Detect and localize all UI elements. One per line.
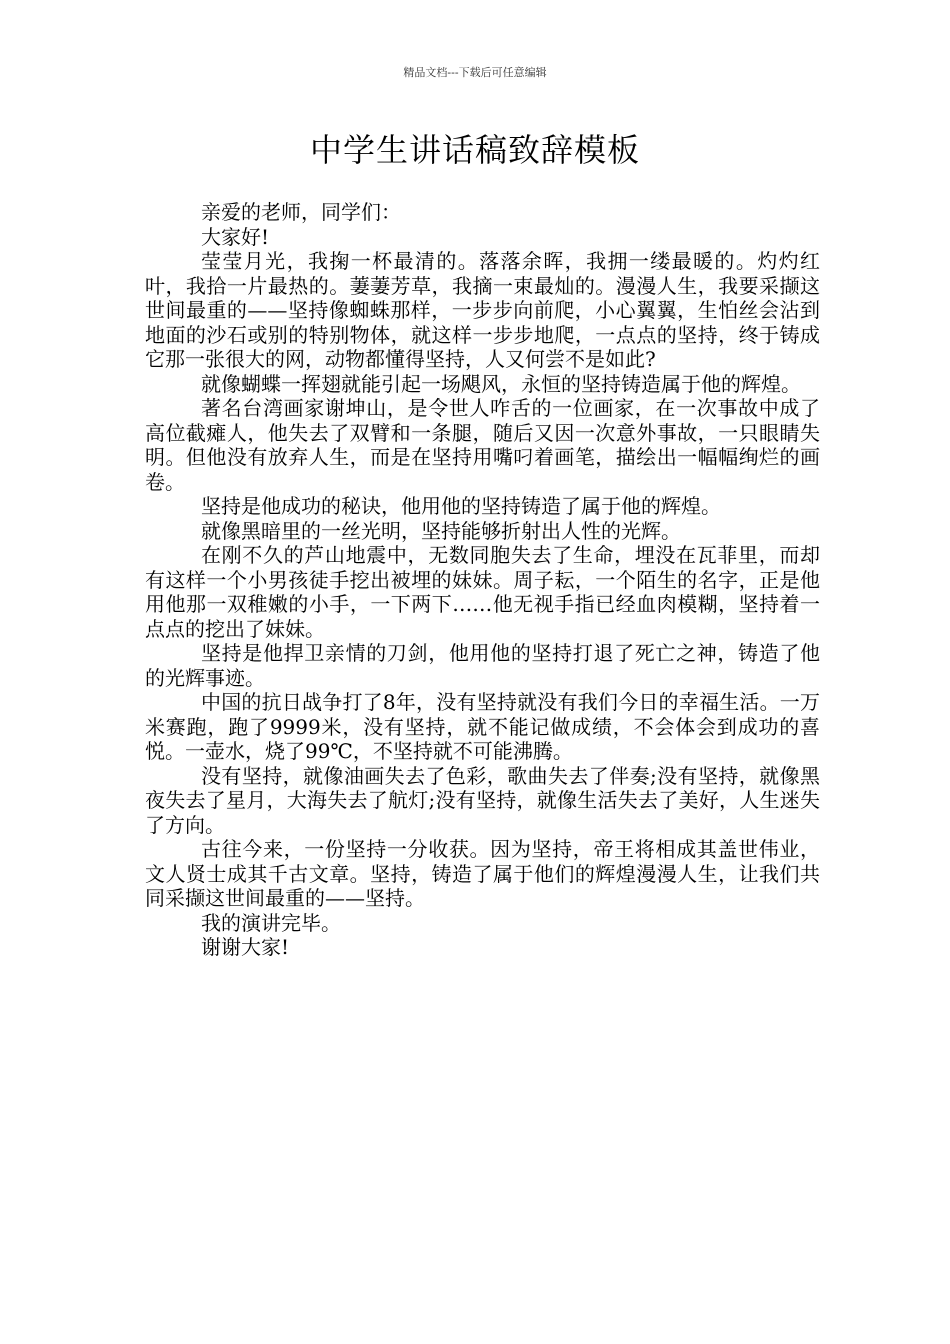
closing-line: 我的演讲完毕。: [201, 910, 341, 935]
body-paragraph: 著名台湾画家谢坤山，是令世人咋舌的一位画家，在一次事故中成了高位截瘫人，他失去了双臂和一条腿，随后又因一次意外事故，一只眼睛失明。但他没有放弃人生，而是在坚持用嘴叼着画笔，描绘出一幅幅绚烂的画卷。: [145, 396, 820, 494]
page-title: 中学生讲话稿致辞模板: [309, 131, 640, 169]
header-note: 精品文档---下载后可任意编辑: [403, 66, 547, 79]
salutation: 亲爱的老师，同学们：: [201, 200, 401, 224]
body-paragraph: 在刚不久的芦山地震中，无数同胞失去了生命，埋没在瓦菲里，而却有这样一个小男孩徒手挖出被埋的妹妹。周子耘，一个陌生的名字，正是他用他那一双稚嫩的小手，一下两下……他无视手指已经血肉模糊，坚持着一点点的挖出了妹妹。: [145, 543, 820, 641]
greeting: 大家好!: [201, 224, 270, 249]
body-paragraph: 莹莹月光，我掬一杯最清的。落落余晖，我拥一缕最暖的。灼灼红叶，我拾一片最热的。萋萋芳草，我摘一束最灿的。漫漫人生，我要采撷这世间最重的——坚持像蜘蛛那样，一步步向前爬，小心翼翼，生怕丝会沾到地面的沙石或别的特别物体，就这样一步步地爬，一点点的坚持，终于铸成它那一张很大的网，动物都懂得坚持，人又何尝不是如此?: [145, 249, 820, 371]
body-paragraph: 就像黑暗里的一丝光明，坚持能够折射出人性的光辉。: [201, 518, 681, 543]
body-paragraph: 坚持是他成功的秘诀，他用他的坚持铸造了属于他的辉煌。: [201, 494, 721, 518]
body-paragraph: 就像蝴蝶一挥翅就能引起一场飓风，永恒的坚持铸造属于他的辉煌。: [201, 371, 801, 396]
body-paragraph: 坚持是他捍卫亲情的刀剑，他用他的坚持打退了死亡之神，铸造了他的光辉事迹。: [145, 641, 820, 690]
body-paragraph: 没有坚持，就像油画失去了色彩，歌曲失去了伴奏;没有坚持，就像黑夜失去了星月，大海失去了航灯;没有坚持，就像生活失去了美好，人生迷失了方向。: [145, 763, 820, 837]
body-paragraph: 古往今来，一份坚持一分收获。因为坚持，帝王将相成其盖世伟业，文人贤士成其千古文章。坚持，铸造了属于他们的辉煌漫漫人生，让我们共同采撷这世间最重的——坚持。: [145, 837, 820, 910]
body-paragraph: 中国的抗日战争打了8年，没有坚持就没有我们今日的幸福生活。一万米赛跑，跑了9999米，没有坚持，就不能记做成绩，不会体会到成功的喜悦。一壶水，烧了99℃，不坚持就不可能沸腾。: [145, 690, 820, 763]
thanks-line: 谢谢大家!: [201, 935, 290, 959]
speech-body: [145, 200, 820, 960]
